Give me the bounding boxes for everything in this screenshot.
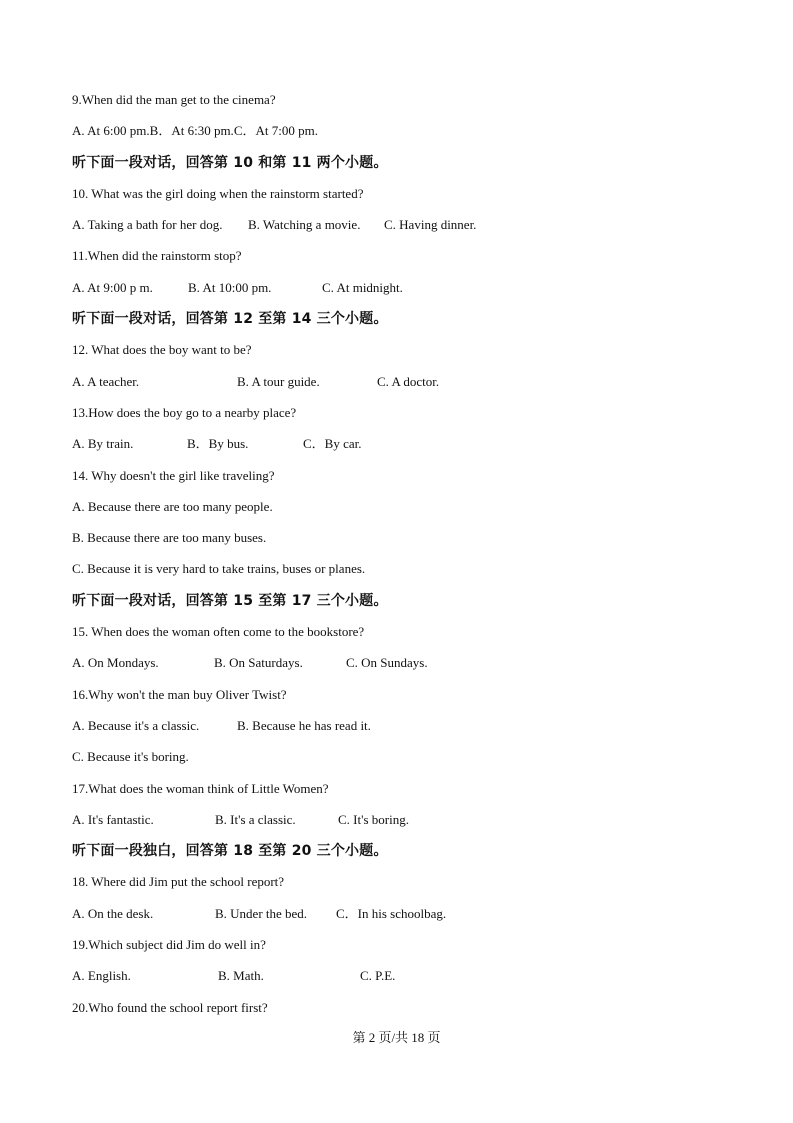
options-row [72,280,752,311]
answer-option: A. On the desk. [72,905,154,921]
answer-option: B. A tour guide. [237,373,320,389]
answer-option: C. P.E. [360,968,396,984]
answer-option: C. Having dinner. [384,217,477,233]
answer-option: A. At 9:00 p m. [72,279,153,295]
answer-option: C. A doctor. [377,373,440,389]
options-row [72,374,752,405]
question-text: C. Because it's boring. [72,749,189,765]
answer-option: B．At 6:30 pm. [149,123,234,139]
answer-option: C．At 7:00 pm. [233,123,318,139]
answer-option: A. By train. [72,436,134,452]
answer-option: C．In his schoolbag. [336,905,447,921]
page-footer: 第 2 页/共 18 页 [352,1030,441,1045]
answer-option: B. Math. [218,968,264,984]
answer-option: B. At 10:00 pm. [188,279,272,295]
question-text: A. Because there are too many people. [72,498,273,514]
answer-option: B．By bus. [187,436,249,452]
answer-option: B. On Saturdays. [214,655,303,671]
answer-option: A. At 6:00 pm. [72,123,150,139]
question-text: 13.How does the boy go to a nearby place? [72,404,297,420]
answer-option: B. Under the bed. [215,905,308,921]
answer-option: A. Because it's a classic. [72,717,200,733]
answer-option: A. English. [72,968,131,984]
question-text: 10. What was the girl doing when the rainstorm started? [72,185,364,201]
question-text: 19.Which subject did Jim do well in? [72,937,266,953]
question-text: 15. When does the woman often come to the bookstore? [72,624,365,640]
options-row [72,123,752,154]
question-text: 17.What does the woman think of Little Women? [72,780,329,796]
question-text: C. Because it is very hard to take trains, buses or planes. [72,561,366,577]
options-row [72,436,752,467]
answer-option: A. On Mondays. [72,655,159,671]
answer-option: A. Taking a bath for her dog. [72,217,223,233]
options-row [72,655,752,686]
answer-option: A. It's fantastic. [72,811,154,827]
question-text: 16.Why won't the man buy Oliver Twist? [72,686,287,702]
options-row [72,968,752,999]
answer-option: C. At midnight. [322,279,403,295]
question-text: 18. Where did Jim put the school report? [72,874,285,890]
options-row [72,906,752,937]
section-instruction: 听下面一段对话，回答第 10 和第 11 两个小题。 [72,154,388,171]
answer-option: A. A teacher. [72,373,140,389]
answer-option: B. Because he has read it. [237,717,371,733]
question-text: 11.When did the rainstorm stop? [72,248,242,264]
section-instruction: 听下面一段对话，回答第 15 至第 17 三个小题。 [72,592,388,609]
answer-option: B. It's a classic. [215,811,296,827]
document-body [72,92,752,1031]
options-row [72,718,752,749]
question-text: 20.Who found the school report first? [72,999,268,1015]
answer-option: B. Watching a movie. [248,217,361,233]
answer-option: C. It's boring. [338,811,409,827]
question-text: 9.When did the man get to the cinema? [72,92,276,107]
question-text: B. Because there are too many buses. [72,530,267,546]
answer-option: C. On Sundays. [346,655,428,671]
question-text: 14. Why doesn't the girl like traveling? [72,467,275,483]
options-row [72,812,752,843]
options-row [72,217,752,248]
answer-option: C．By car. [303,436,362,452]
question-text: 12. What does the boy want to be? [72,342,252,358]
section-instruction: 听下面一段对话，回答第 12 至第 14 三个小题。 [72,311,388,328]
section-instruction: 听下面一段独白，回答第 18 至第 20 三个小题。 [72,843,388,860]
